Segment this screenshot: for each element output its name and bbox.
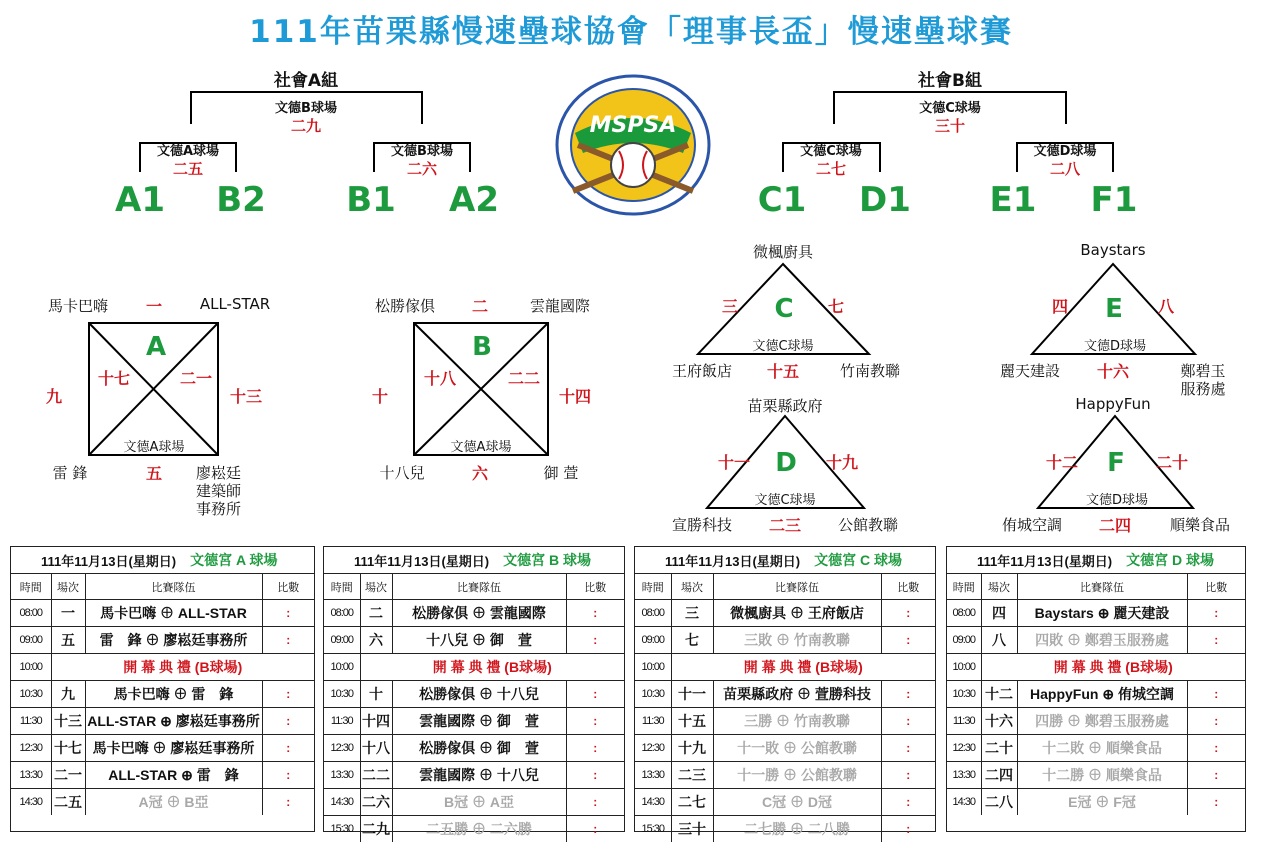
row-time: 10:30 (635, 681, 671, 708)
pool-a-team-br-3: 事務所 (196, 498, 266, 519)
row-game: 二 (360, 600, 392, 627)
table-row (11, 681, 314, 708)
group-b-semi-left-game: 二七 (781, 158, 881, 179)
schedule-venue: 文德宮 A 球場 (190, 550, 277, 570)
table-row (635, 762, 935, 789)
pool-b-game-left: 十 (362, 384, 398, 407)
row-time: 11:30 (324, 708, 360, 735)
row-game: 二四 (981, 762, 1017, 789)
group-b-semi-right-game: 二八 (1015, 158, 1115, 179)
row-game: 三十 (671, 816, 713, 842)
pool-f-game-right: 二十 (1150, 450, 1194, 473)
table-row (947, 654, 1245, 681)
row-game: 三 (671, 600, 713, 627)
schedule-table-c (634, 546, 936, 832)
pool-a-game-left: 九 (36, 384, 72, 407)
row-teams: 苗栗縣政府 ⊕ 萱勝科技 (713, 681, 881, 708)
row-time: 09:00 (11, 627, 51, 654)
pool-e-team-bl: 麗天建設 (980, 360, 1080, 381)
row-teams: Baystars ⊕ 麗天建設 (1017, 600, 1187, 627)
row-game: 二三 (671, 762, 713, 789)
row-time: 09:00 (947, 627, 981, 654)
schedule-column-header-row (635, 574, 935, 600)
table-row (947, 627, 1245, 654)
pool-e-game-bottom: 十六 (1088, 359, 1138, 382)
row-teams: 馬卡巴嗨 ⊕ 廖崧廷事務所 (85, 735, 262, 762)
table-row (947, 762, 1245, 789)
row-time: 14:30 (947, 789, 981, 816)
group-a-semi-right-game: 二六 (372, 158, 472, 179)
pool-a-game-d2: 二一 (174, 366, 218, 389)
row-ceremony: 開 幕 典 禮 (B球場) (981, 654, 1245, 681)
row-time: 09:00 (635, 627, 671, 654)
pool-a-game-bottom: 五 (134, 461, 174, 484)
pool-f-letter: F (1096, 448, 1136, 478)
row-score: : (881, 735, 935, 762)
row-score: : (262, 762, 314, 789)
col-header-game: 場次 (360, 574, 392, 600)
row-score: : (881, 600, 935, 627)
row-score: : (262, 735, 314, 762)
page-title: 111年苗栗縣慢速壘球協會「理事長盃」慢速壘球賽 (0, 6, 1262, 51)
schedule-header (947, 547, 1245, 574)
table-row (324, 762, 624, 789)
col-header-score: 比數 (566, 574, 624, 600)
row-teams: 馬卡巴嗨 ⊕ ALL-STAR (85, 600, 262, 627)
schedule-date: 111年11月13日(星期日) (41, 551, 176, 570)
row-teams: 三敗 ⊕ 竹南教聯 (713, 627, 881, 654)
table-row (635, 654, 935, 681)
row-teams: C冠 ⊕ D冠 (713, 789, 881, 816)
table-row (635, 735, 935, 762)
row-teams: 十一勝 ⊕ 公館教聯 (713, 762, 881, 789)
pool-b-team-bl: 十八兒 (362, 462, 442, 483)
pool-b-game-bottom: 六 (460, 461, 500, 484)
row-time: 11:30 (11, 708, 51, 735)
table-row (11, 654, 314, 681)
col-header-time: 時間 (11, 574, 51, 600)
pool-d-team-br: 公館教聯 (818, 514, 918, 535)
col-header-score: 比數 (881, 574, 935, 600)
pool-f-team-top: HappyFun (1063, 395, 1163, 413)
table-row (635, 627, 935, 654)
seed-a2: A2 (434, 180, 514, 220)
row-game: 十六 (981, 708, 1017, 735)
row-ceremony: 開 幕 典 禮 (B球場) (671, 654, 935, 681)
schedule-grid (635, 574, 935, 842)
row-time: 15:30 (324, 816, 360, 842)
col-header-time: 時間 (947, 574, 981, 600)
pool-d-letter: D (766, 448, 806, 478)
pool-d-venue: 文德C球場 (735, 489, 835, 508)
row-time: 10:30 (11, 681, 51, 708)
schedule-column-header-row (324, 574, 624, 600)
row-time: 13:30 (324, 762, 360, 789)
group-a-final-game: 二九 (256, 115, 356, 136)
row-game: 十九 (671, 735, 713, 762)
row-teams: HappyFun ⊕ 侑城空調 (1017, 681, 1187, 708)
row-score: : (1187, 762, 1245, 789)
row-score: : (566, 789, 624, 816)
row-time: 13:30 (635, 762, 671, 789)
row-game: 二七 (671, 789, 713, 816)
row-teams: 十一敗 ⊕ 公館教聯 (713, 735, 881, 762)
col-header-teams: 比賽隊伍 (1017, 574, 1187, 600)
row-teams: 雲龍國際 ⊕ 十八兒 (392, 762, 566, 789)
row-time: 14:30 (11, 789, 51, 816)
table-row (324, 789, 624, 816)
table-row (324, 600, 624, 627)
row-game: 二六 (360, 789, 392, 816)
row-teams: A冠 ⊕ B亞 (85, 789, 262, 816)
row-teams: E冠 ⊕ F冠 (1017, 789, 1187, 816)
table-row (324, 627, 624, 654)
group-b-semi-left-venue: 文德C球場 (781, 140, 881, 159)
schedule-grid (324, 574, 624, 842)
pool-b-game-d2: 二二 (502, 366, 546, 389)
pool-a-game-top: 一 (134, 294, 174, 317)
row-game: 二一 (51, 762, 85, 789)
row-time: 11:30 (635, 708, 671, 735)
row-time: 12:30 (11, 735, 51, 762)
row-time: 13:30 (947, 762, 981, 789)
row-ceremony: 開 幕 典 禮 (B球場) (51, 654, 314, 681)
row-teams: 十八兒 ⊕ 御 萱 (392, 627, 566, 654)
row-time: 11:30 (947, 708, 981, 735)
schedule-table-d (946, 546, 1246, 832)
group-a-semi-left-game: 二五 (138, 158, 238, 179)
row-game: 一 (51, 600, 85, 627)
row-teams: 三勝 ⊕ 竹南教聯 (713, 708, 881, 735)
pool-b-game-top: 二 (460, 294, 500, 317)
row-score: : (566, 708, 624, 735)
pool-c-team-top: 微楓廚具 (733, 241, 833, 262)
row-game: 十二 (981, 681, 1017, 708)
pool-c-letter: C (764, 294, 804, 324)
pool-e-game-right: 八 (1148, 294, 1184, 317)
table-row (11, 762, 314, 789)
row-teams: 微楓廚具 ⊕ 王府飯店 (713, 600, 881, 627)
row-time: 15:30 (635, 816, 671, 842)
schedule-table-a (10, 546, 315, 832)
pool-f-team-br: 順樂食品 (1150, 514, 1250, 535)
col-header-game: 場次 (981, 574, 1017, 600)
schedule-venue: 文德宮 D 球場 (1126, 550, 1214, 570)
table-row (11, 735, 314, 762)
schedule-venue: 文德宮 B 球場 (503, 550, 591, 570)
pool-a-team-tl: 馬卡巴嗨 (28, 295, 128, 316)
row-game: 二八 (981, 789, 1017, 816)
group-b-name: 社會B組 (900, 66, 1000, 91)
row-time: 08:00 (635, 600, 671, 627)
row-time: 10:30 (947, 681, 981, 708)
table-row (324, 735, 624, 762)
pool-d-game-left: 十一 (712, 450, 756, 473)
schedule-header (635, 547, 935, 574)
table-row (947, 735, 1245, 762)
row-score: : (262, 627, 314, 654)
row-score: : (566, 681, 624, 708)
pool-e-letter: E (1094, 294, 1134, 324)
row-game: 十一 (671, 681, 713, 708)
row-teams: 四敗 ⊕ 鄭碧玉服務處 (1017, 627, 1187, 654)
seed-a1: A1 (100, 180, 180, 220)
row-game: 八 (981, 627, 1017, 654)
schedule-venue: 文德宮 C 球場 (814, 550, 902, 570)
row-game: 六 (360, 627, 392, 654)
pool-b-letter: B (462, 332, 502, 362)
pool-a-letter: A (136, 332, 176, 362)
pool-c-team-br: 竹南教聯 (820, 360, 920, 381)
row-game: 十四 (360, 708, 392, 735)
row-teams: B冠 ⊕ A亞 (392, 789, 566, 816)
pool-b-venue: 文德A球場 (431, 436, 531, 455)
table-row (635, 708, 935, 735)
row-score: : (881, 627, 935, 654)
row-teams: 雲龍國際 ⊕ 御 萱 (392, 708, 566, 735)
row-game: 二九 (360, 816, 392, 842)
pool-d-team-bl: 宣勝科技 (652, 514, 752, 535)
schedule-column-header-row (11, 574, 314, 600)
row-time: 13:30 (11, 762, 51, 789)
pool-c-game-right: 七 (818, 294, 854, 317)
row-time: 12:30 (324, 735, 360, 762)
pool-b-team-tl: 松勝傢俱 (355, 295, 455, 316)
row-score: : (1187, 600, 1245, 627)
row-teams: 二七勝 ⊕ 二八勝 (713, 816, 881, 842)
row-time: 10:00 (11, 654, 51, 681)
col-header-teams: 比賽隊伍 (392, 574, 566, 600)
row-game: 四 (981, 600, 1017, 627)
pool-c-game-bottom: 十五 (758, 359, 808, 382)
table-row (947, 600, 1245, 627)
row-time: 10:00 (324, 654, 360, 681)
schedule-header (324, 547, 624, 574)
pool-b-game-right: 十四 (553, 384, 597, 407)
seed-b2: B2 (201, 180, 281, 220)
row-score: : (881, 681, 935, 708)
seed-d1: D1 (845, 180, 925, 220)
table-row (947, 708, 1245, 735)
pool-b-game-d1: 十八 (418, 366, 462, 389)
group-a-final-venue: 文德B球場 (256, 97, 356, 116)
row-teams: 二五勝 ⊕ 二六勝 (392, 816, 566, 842)
row-time: 09:00 (324, 627, 360, 654)
row-time: 08:00 (324, 600, 360, 627)
col-header-teams: 比賽隊伍 (713, 574, 881, 600)
group-b-final-venue: 文德C球場 (900, 97, 1000, 116)
col-header-time: 時間 (635, 574, 671, 600)
seed-e1: E1 (973, 180, 1053, 220)
row-score: : (1187, 708, 1245, 735)
table-row (635, 816, 935, 842)
pool-f-team-bl: 侑城空調 (982, 514, 1082, 535)
table-row (635, 681, 935, 708)
row-game: 十八 (360, 735, 392, 762)
row-time: 10:00 (635, 654, 671, 681)
row-score: : (1187, 789, 1245, 816)
col-header-game: 場次 (51, 574, 85, 600)
row-teams: 四勝 ⊕ 鄭碧玉服務處 (1017, 708, 1187, 735)
row-time: 14:30 (324, 789, 360, 816)
logo-text: MSPSA (553, 113, 713, 138)
row-score: : (881, 762, 935, 789)
pool-e-team-br-1: 鄭碧玉 (1168, 360, 1238, 381)
row-teams: 雷 鋒 ⊕ 廖崧廷事務所 (85, 627, 262, 654)
schedule-grid (11, 574, 314, 815)
row-score: : (262, 789, 314, 816)
table-row (324, 681, 624, 708)
group-a-semi-right-venue: 文德B球場 (372, 140, 472, 159)
row-teams: 松勝傢俱 ⊕ 十八兒 (392, 681, 566, 708)
schedule-grid (947, 574, 1245, 815)
table-row (324, 816, 624, 842)
table-row (324, 708, 624, 735)
mspsa-logo (553, 73, 713, 217)
table-row (635, 789, 935, 816)
row-teams: ALL-STAR ⊕ 廖崧廷事務所 (85, 708, 262, 735)
schedule-date: 111年11月13日(星期日) (977, 551, 1112, 570)
row-score: : (566, 627, 624, 654)
schedule-column-header-row (947, 574, 1245, 600)
pool-e-team-br-2: 服務處 (1168, 378, 1238, 399)
row-teams: ALL-STAR ⊕ 雷 鋒 (85, 762, 262, 789)
pool-c-team-bl: 王府飯店 (652, 360, 752, 381)
pool-a-team-bl: 雷 鋒 (30, 462, 110, 483)
row-game: 十七 (51, 735, 85, 762)
seed-c1: C1 (742, 180, 822, 220)
pool-c-venue: 文德C球場 (733, 335, 833, 354)
row-time: 12:30 (635, 735, 671, 762)
schedule-date: 111年11月13日(星期日) (354, 551, 489, 570)
pool-c-game-left: 三 (712, 294, 748, 317)
seed-f1: F1 (1074, 180, 1154, 220)
row-game: 二五 (51, 789, 85, 816)
row-game: 十五 (671, 708, 713, 735)
schedule-date: 111年11月13日(星期日) (665, 551, 800, 570)
group-a-name: 社會A組 (256, 66, 356, 91)
row-score: : (566, 762, 624, 789)
schedule-header (11, 547, 314, 574)
pool-b-team-tr: 雲龍國際 (510, 295, 610, 316)
group-b-semi-right-venue: 文德D球場 (1015, 140, 1115, 159)
row-time: 10:00 (947, 654, 981, 681)
row-score: : (881, 708, 935, 735)
table-row (11, 708, 314, 735)
row-teams: 十二敗 ⊕ 順樂食品 (1017, 735, 1187, 762)
col-header-time: 時間 (324, 574, 360, 600)
row-score: : (566, 600, 624, 627)
table-row (635, 600, 935, 627)
pool-e-team-top: Baystars (1063, 241, 1163, 259)
group-b-final-game: 三十 (900, 115, 1000, 136)
row-teams: 十二勝 ⊕ 順樂食品 (1017, 762, 1187, 789)
row-time: 08:00 (11, 600, 51, 627)
row-game: 二十 (981, 735, 1017, 762)
row-score: : (881, 789, 935, 816)
row-score: : (566, 816, 624, 842)
pool-a-venue: 文德A球場 (104, 436, 204, 455)
row-ceremony: 開 幕 典 禮 (B球場) (360, 654, 624, 681)
pool-a-team-tr: ALL-STAR (180, 295, 290, 313)
row-time: 12:30 (947, 735, 981, 762)
pool-d-game-right: 十九 (820, 450, 864, 473)
row-time: 14:30 (635, 789, 671, 816)
pool-a-team-br-1: 廖崧廷 (196, 462, 266, 483)
row-game: 二二 (360, 762, 392, 789)
table-row (11, 789, 314, 816)
row-time: 10:30 (324, 681, 360, 708)
row-time: 08:00 (947, 600, 981, 627)
row-teams: 馬卡巴嗨 ⊕ 雷 鋒 (85, 681, 262, 708)
row-score: : (1187, 627, 1245, 654)
pool-b-team-br: 御 萱 (526, 462, 596, 483)
table-row (11, 600, 314, 627)
row-game: 五 (51, 627, 85, 654)
pool-d-team-top: 苗栗縣政府 (725, 395, 845, 416)
pool-e-venue: 文德D球場 (1065, 335, 1165, 354)
row-game: 十三 (51, 708, 85, 735)
row-score: : (262, 708, 314, 735)
table-row (947, 789, 1245, 816)
row-game: 七 (671, 627, 713, 654)
pool-f-game-bottom: 二四 (1090, 513, 1140, 536)
pool-a-game-right: 十三 (224, 384, 268, 407)
col-header-teams: 比賽隊伍 (85, 574, 262, 600)
pool-f-game-left: 十二 (1040, 450, 1084, 473)
row-score: : (262, 681, 314, 708)
schedule-table-b (323, 546, 625, 832)
row-teams: 松勝傢俱 ⊕ 御 萱 (392, 735, 566, 762)
pool-d-game-bottom: 二三 (760, 513, 810, 536)
seed-b1: B1 (331, 180, 411, 220)
table-row (947, 681, 1245, 708)
col-header-score: 比數 (1187, 574, 1245, 600)
group-a-semi-left-venue: 文德A球場 (138, 140, 238, 159)
col-header-score: 比數 (262, 574, 314, 600)
row-score: : (262, 600, 314, 627)
pool-f-venue: 文德D球場 (1067, 489, 1167, 508)
pool-e-game-left: 四 (1042, 294, 1078, 317)
col-header-game: 場次 (671, 574, 713, 600)
row-score: : (566, 735, 624, 762)
row-teams: 松勝傢俱 ⊕ 雲龍國際 (392, 600, 566, 627)
table-row (11, 627, 314, 654)
row-game: 九 (51, 681, 85, 708)
row-score: : (881, 816, 935, 842)
row-score: : (1187, 735, 1245, 762)
table-row (324, 654, 624, 681)
pool-a-team-br-2: 建築師 (196, 480, 266, 501)
pool-a-game-d1: 十七 (92, 366, 136, 389)
row-score: : (1187, 681, 1245, 708)
row-game: 十 (360, 681, 392, 708)
